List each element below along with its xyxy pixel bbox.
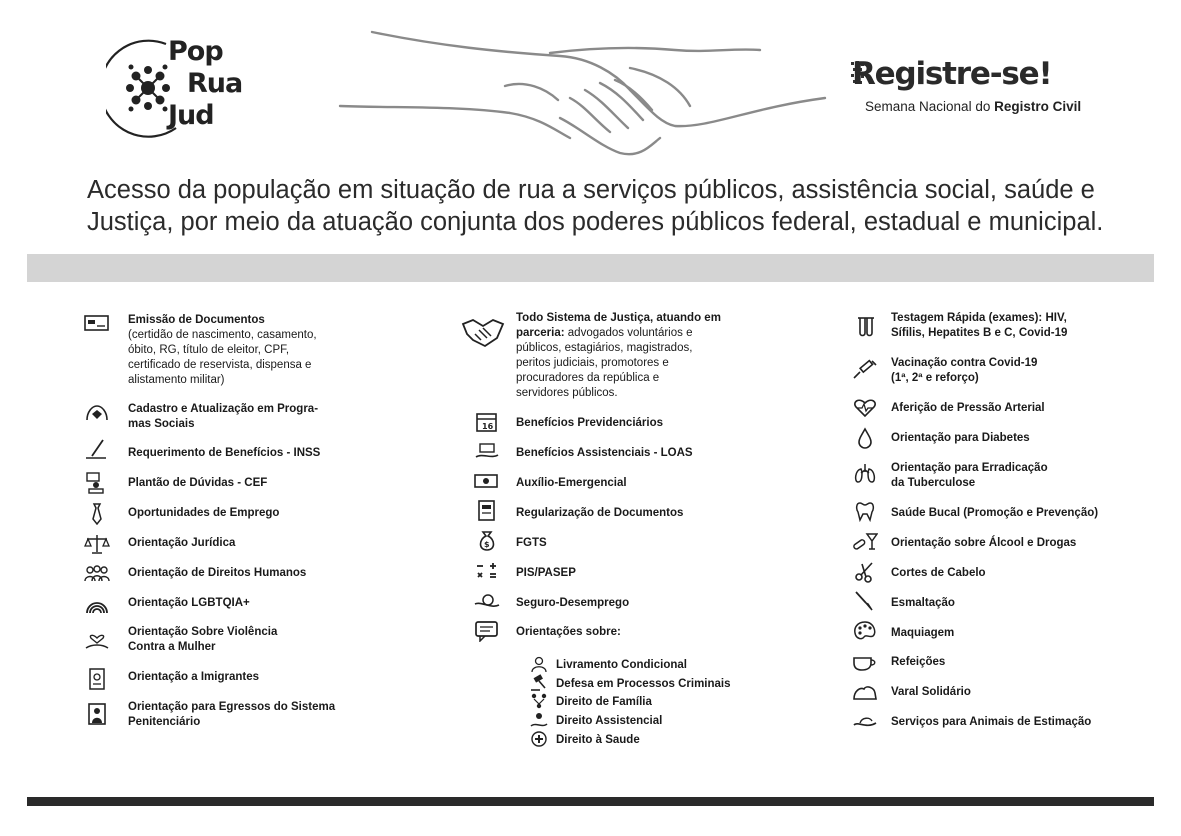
- help-desk-icon: [84, 472, 110, 494]
- sub-item-livramento: Livramento Condicional: [556, 659, 687, 671]
- brand-subtitle-regular: Semana Nacional do: [865, 99, 995, 114]
- family-tree-icon: [530, 692, 548, 710]
- item-pressao: Aferição de Pressão Arterial: [891, 402, 1045, 414]
- sub-item-familia: Direito de Família: [556, 696, 652, 708]
- calendar-icon: [474, 411, 500, 433]
- brand-title: Registre-se!: [852, 56, 1052, 92]
- gavel-icon: [530, 674, 548, 692]
- egressos-line-2: Penitenciário: [128, 716, 201, 728]
- hand-person-icon: [530, 711, 548, 729]
- item-egressos: [128, 700, 335, 730]
- item-lgbt: Orientação LGBTQIA+: [128, 597, 250, 609]
- heart-hand-icon: [84, 628, 110, 650]
- justica-line-5: procuradores da república e: [516, 372, 660, 384]
- item-testagem: [891, 311, 1067, 341]
- logo-word-rua: Rua: [187, 68, 243, 99]
- nail-polish-brush-icon: [852, 590, 878, 612]
- justica-line-6: servidores públicos.: [516, 387, 618, 399]
- item-juridica: Orientação Jurídica: [128, 537, 236, 549]
- lungs-icon: [852, 462, 878, 484]
- justica-line-4: peritos judiciais, promotores e: [516, 357, 669, 369]
- scissors-icon: [852, 561, 878, 583]
- violencia-line-1: Orientação Sobre Violência: [128, 626, 278, 638]
- testagem-line-2: Sífilis, Hepatites B e C, Covid-19: [891, 327, 1068, 339]
- chat-bubble-icon: [474, 620, 500, 642]
- sub-item-assistencial: Direito Assistencial: [556, 715, 663, 727]
- item-alcool: Orientação sobre Álcool e Drogas: [891, 537, 1077, 549]
- syringe-icon: [852, 358, 878, 380]
- tooth-icon: [852, 500, 878, 522]
- item-cabelo: Cortes de Cabelo: [891, 567, 986, 579]
- sub-item-defesa: Defesa em Processos Criminais: [556, 678, 731, 690]
- pen-icon: [84, 438, 110, 460]
- item-maquiagem: Maquiagem: [891, 627, 955, 639]
- item-fgts: FGTS: [516, 537, 547, 549]
- item-orientacoes: Orientações sobre:: [516, 626, 621, 638]
- helping-hands-icon: [84, 402, 110, 424]
- tuberculose-line-2: da Tuberculose: [891, 477, 976, 489]
- people-group-icon: [84, 563, 110, 585]
- handshake-icon: [461, 316, 505, 348]
- justica-line-1: Todo Sistema de Justiça, atuando em: [516, 312, 721, 324]
- testagem-line-1: Testagem Rápida (exames): HIV,: [891, 312, 1067, 324]
- item-cef: Plantão de Dúvidas - CEF: [128, 477, 268, 489]
- clothes-icon: [852, 681, 878, 703]
- heart-pulse-icon: [852, 397, 878, 419]
- item-refeicoes: Refeições: [891, 656, 946, 668]
- cup-icon: [852, 651, 878, 673]
- violencia-line-2: Contra a Mulher: [128, 641, 216, 653]
- headline: Acesso da população em situação de rua a serviços públicos, assistência social, saúde e Justiça, por meio da atuação conjunta dos poderes públicos federal, estadual e municipal.: [87, 176, 1104, 236]
- item-imigrantes: Orientação a Imigrantes: [128, 671, 260, 683]
- vacinacao-line-1: Vacinação contra Covid-19: [891, 357, 1038, 369]
- cadastro-line-2: mas Sociais: [128, 418, 195, 430]
- hand-coin-icon: [474, 591, 500, 613]
- item-esmaltacao: Esmaltação: [891, 597, 955, 609]
- footer-black-bar: [27, 797, 1154, 806]
- emissao-desc-3: certificado de reservista, dispensa e: [128, 359, 312, 371]
- document-icon: [474, 500, 500, 522]
- prison-person-icon: [84, 703, 110, 725]
- item-tuberculose: [891, 461, 1048, 491]
- item-previdenciarios: Benefícios Previdenciários: [516, 417, 664, 429]
- svg-text:$: $: [484, 540, 490, 549]
- logo-word-pop: Pop: [168, 36, 223, 67]
- logo-word-jud: Jud: [168, 100, 214, 131]
- item-varal: Varal Solidário: [891, 686, 971, 698]
- item-emprego: Oportunidades de Emprego: [128, 507, 280, 519]
- item-vacinacao: [891, 356, 1037, 386]
- person-badge-icon: [530, 655, 548, 673]
- pill-glass-icon: [852, 531, 878, 553]
- money-bag-icon: [474, 530, 500, 552]
- brand-subtitle: [865, 99, 1081, 114]
- emissao-desc-4: alistamento militar): [128, 374, 225, 386]
- item-inss: Requerimento de Benefícios - INSS: [128, 447, 321, 459]
- pet-hand-icon: [852, 711, 878, 733]
- item-sistema-justica: [516, 311, 721, 401]
- justica-line-2-bold: parceria:: [516, 327, 565, 339]
- emissao-desc-1: (certidão de nascimento, casamento,: [128, 329, 317, 341]
- svg-text:16: 16: [482, 422, 494, 431]
- item-loas: Benefícios Assistenciais - LOAS: [516, 447, 693, 459]
- rainbow-icon: [84, 593, 110, 615]
- sub-item-saude: Direito à Saude: [556, 734, 640, 746]
- makeup-palette-icon: [852, 620, 878, 642]
- gray-divider-bar: [27, 254, 1154, 282]
- item-seguro: Seguro-Desemprego: [516, 597, 630, 609]
- item-direitos-humanos: Orientação de Direitos Humanos: [128, 567, 307, 579]
- item-auxilio: Auxílio-Emergencial: [516, 477, 627, 489]
- item-regularizacao: Regularização de Documentos: [516, 507, 684, 519]
- emissao-desc-2: óbito, RG, título de eleitor, CPF,: [128, 344, 290, 356]
- cash-bills-icon: [474, 471, 500, 493]
- item-animais: Serviços para Animais de Estimação: [891, 716, 1092, 728]
- tie-icon: [84, 503, 110, 525]
- passport-icon: [84, 668, 110, 690]
- item-emissao-documentos: [128, 313, 317, 388]
- test-tubes-icon: [852, 316, 878, 338]
- item-diabetes: Orientação para Diabetes: [891, 432, 1030, 444]
- handshake-illustration-icon: [330, 28, 830, 163]
- cadastro-line-1: Cadastro e Atualização em Progra-: [128, 403, 319, 415]
- item-violencia: [128, 625, 277, 655]
- health-cross-icon: [530, 730, 548, 748]
- scales-icon: [84, 533, 110, 555]
- tuberculose-line-1: Orientação para Erradicação: [891, 462, 1048, 474]
- justica-line-2-regular: advogados voluntários e: [564, 327, 693, 339]
- item-cadastro: [128, 402, 318, 432]
- vacinacao-line-2: (1ª, 2ª e reforço): [891, 372, 979, 384]
- justica-line-3: públicos, estagiários, magistrados,: [516, 342, 693, 354]
- emissao-title: Emissão de Documentos: [128, 314, 265, 326]
- egressos-line-1: Orientação para Egressos do Sistema: [128, 701, 336, 713]
- calculator-symbols-icon: [474, 560, 500, 582]
- drop-icon: [852, 427, 878, 449]
- document-card-icon: [84, 313, 110, 335]
- brand-subtitle-bold: Registro Civil: [994, 99, 1082, 114]
- item-bucal: Saúde Bucal (Promoção e Prevenção): [891, 507, 1099, 519]
- item-pis-pasep: PIS/PASEP: [516, 567, 576, 579]
- money-hand-icon: [474, 441, 500, 463]
